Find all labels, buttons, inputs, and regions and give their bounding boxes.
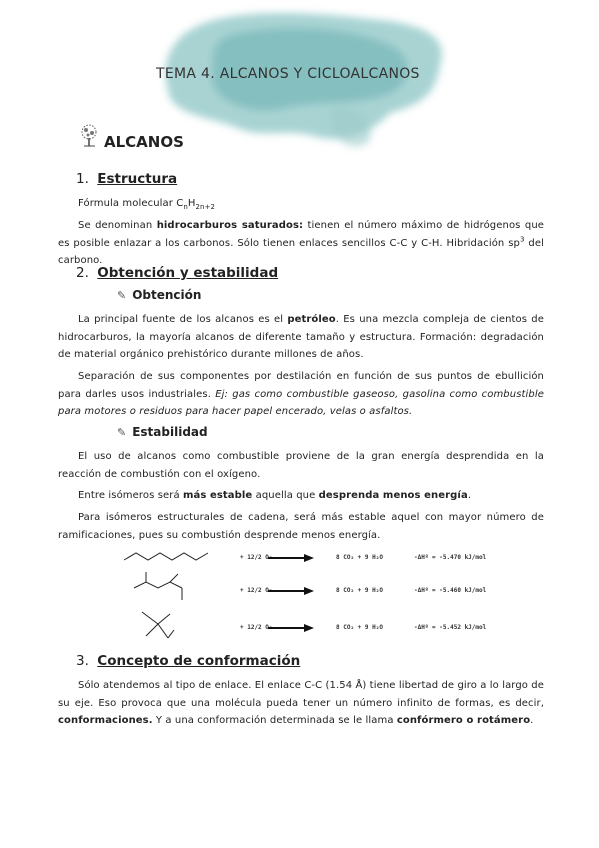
tree-icon <box>78 124 100 148</box>
branched-octane-structure <box>130 570 210 604</box>
bold-text: desprenda menos energía <box>318 490 468 501</box>
reaction-enthalpy: -ΔHº = -5.460 kJ/mol <box>414 587 487 594</box>
text: La principal fuente de los alcanos es el <box>78 314 288 325</box>
heading-number: 3. <box>76 653 89 669</box>
paragraph-saturados <box>58 217 544 270</box>
formula-line <box>78 195 498 213</box>
reaction-products: 8 CO₂ + 9 H₂O <box>336 587 383 594</box>
reaction-products: 8 CO₂ + 9 H₂O <box>336 624 383 631</box>
pin-icon: ✎ <box>117 426 127 439</box>
heading-text: Estructura <box>97 171 178 187</box>
heading-conformacion <box>76 653 300 669</box>
bold-text: petróleo <box>287 314 336 325</box>
reaction-products: 8 CO₂ + 9 H₂O <box>336 554 383 561</box>
paragraph-ramificaciones <box>58 509 544 544</box>
paragraph-destilacion <box>58 368 544 421</box>
text: Entre isómeros será <box>78 490 183 501</box>
reaction-enthalpy: -ΔHº = -5.470 kJ/mol <box>414 554 487 561</box>
reaction-arrow <box>268 586 314 596</box>
bold-text: confórmero o rotámero <box>396 715 531 726</box>
subheading-obtencion <box>117 288 201 302</box>
paragraph-petroleo <box>58 311 544 364</box>
heading-number: 1. <box>76 171 89 187</box>
subheading-estabilidad <box>117 425 208 439</box>
text: del carbono. <box>58 237 544 266</box>
superscript: 3 <box>519 235 525 244</box>
paragraph-conformacion <box>58 677 544 730</box>
reaction-enthalpy: -ΔHº = -5.452 kJ/mol <box>414 624 487 631</box>
paragraph-combustion <box>58 448 544 483</box>
bold-text: conformaciones. <box>58 715 153 726</box>
heading-text: Concepto de conformación <box>97 653 301 669</box>
text: . Es una mezcla compleja de cientos de hidrocarburos, la mayoría alcanos de diferente tamaño y estructura. Formación: degradación de material orgánico prehistórico durante millones de años. <box>58 314 544 360</box>
text: Para isómeros estructurales de cadena, será más estable aquel con mayor número de ramificaciones, pues su combustión desprende menos energía. <box>58 512 544 541</box>
formula-sub: 2n+2 <box>195 203 216 211</box>
text: El uso de alcanos como combustible proviene de la gran energía desprendida en la reacción de combustión con el oxígeno. <box>58 451 544 480</box>
text: Y a una conformación determinada se le llama <box>152 715 397 726</box>
text: . <box>530 715 534 726</box>
heading-estructura <box>76 171 177 187</box>
italic-text: Ej: gas como combustible gaseoso, gasolina como combustible para motores o residuos para hacer papel encerado, velas o asfaltos. <box>58 388 544 417</box>
bold-text: más estable <box>182 490 253 501</box>
subheading-text: Estabilidad <box>132 425 208 439</box>
heading-text: Obtención y estabilidad <box>97 265 279 281</box>
page-title: TEMA 4. ALCANOS Y CICLOALCANOS <box>156 66 420 82</box>
formula-h: H <box>187 198 196 209</box>
text: aquella que <box>252 490 319 501</box>
octane-skeletal-structure <box>120 548 220 566</box>
text: Se denominan <box>78 220 157 231</box>
pin-icon: ✎ <box>117 289 127 302</box>
reaction-reagent: + 12/2 O₂ <box>240 554 273 561</box>
formula-n: n <box>183 203 188 211</box>
bold-text: hidrocarburos saturados: <box>156 220 304 231</box>
reaction-reagent: + 12/2 O₂ <box>240 587 273 594</box>
text: tienen el número máximo de hidrógenos que es posible enlazar a los carbonos. Sólo tienen enlaces sencillos C-C y C-H. Hibridación sp <box>58 220 545 249</box>
highly-branched-structure <box>138 608 178 642</box>
reaction-reagent: + 12/2 O₂ <box>240 624 273 631</box>
text: . <box>467 490 472 501</box>
text: Sólo atendemos al tipo de enlace. El enlace C-C (1.54 Å) tiene libertad de giro a lo largo de su eje. Eso provoca que una molécula pueda tener un número infinito de formas, es decir, <box>58 680 544 709</box>
heading-obtencion-estabilidad <box>76 265 278 281</box>
reaction-arrow <box>268 623 314 633</box>
paragraph-isomeros <box>58 487 544 505</box>
reaction-arrow <box>268 553 314 563</box>
section-title: ALCANOS <box>104 133 184 151</box>
heading-number: 2. <box>76 265 89 281</box>
text: Separación de sus componentes por destilación en función de sus puntos de ebullición para darles usos industriales. <box>58 371 544 400</box>
formula-prefix: Fórmula molecular C <box>78 198 184 209</box>
subheading-text: Obtención <box>132 288 202 302</box>
